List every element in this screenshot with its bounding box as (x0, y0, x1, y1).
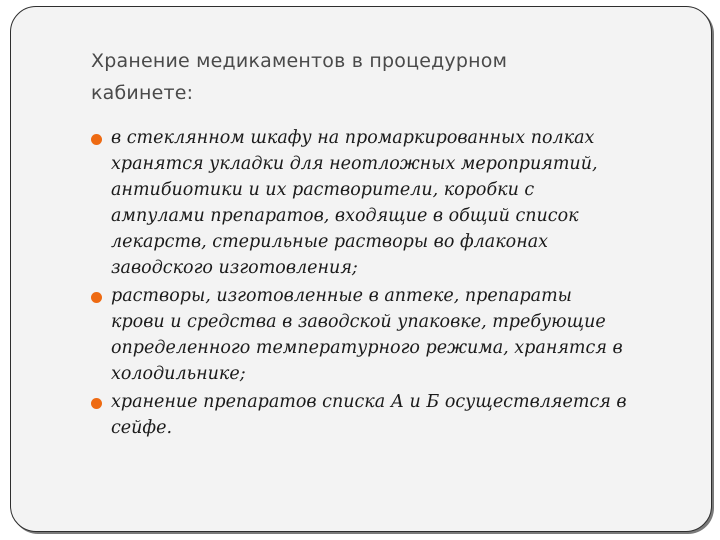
bullet-list (91, 125, 691, 441)
bullet-dot-icon (91, 292, 102, 303)
bullet-text-line: заводского изготовления; (111, 258, 358, 278)
bullet-text-line: в стеклянном шкафу на промаркированных полках (111, 128, 595, 148)
bullet-text-line: холодильнике; (111, 364, 246, 384)
bullet-text-line: крови и средства в заводской упаковке, требующие (111, 312, 606, 332)
bullet-text-line: определенного температурного режима, хранятся в (111, 338, 623, 358)
bullet-item (91, 389, 691, 441)
slide-title-line: кабинете: (91, 82, 194, 104)
bullet-text-line: растворы, изготовленные в аптеке, препараты (111, 286, 572, 306)
bullet-text-line: хранятся укладки для неотложных мероприятий, (111, 154, 598, 174)
bullet-text-line: лекарств, стерильные растворы во флаконах (111, 232, 549, 252)
bullet-text-line: ампулами препаратов, входящие в общий список (111, 206, 579, 226)
bullet-text-line: антибиотики и их растворители, коробки с (111, 180, 535, 200)
bullet-text-line: хранение препаратов списка А и Б осуществляется в (111, 392, 627, 412)
slide-frame (10, 6, 712, 532)
bullet-item (91, 283, 691, 387)
bullet-dot-icon (91, 134, 102, 145)
bullet-text-line: сейфе. (111, 418, 173, 438)
slide-title (91, 45, 651, 109)
bullet-dot-icon (91, 398, 102, 409)
bullet-item (91, 125, 691, 281)
slide-title-line: Хранение медикаментов в процедурном (91, 50, 508, 72)
